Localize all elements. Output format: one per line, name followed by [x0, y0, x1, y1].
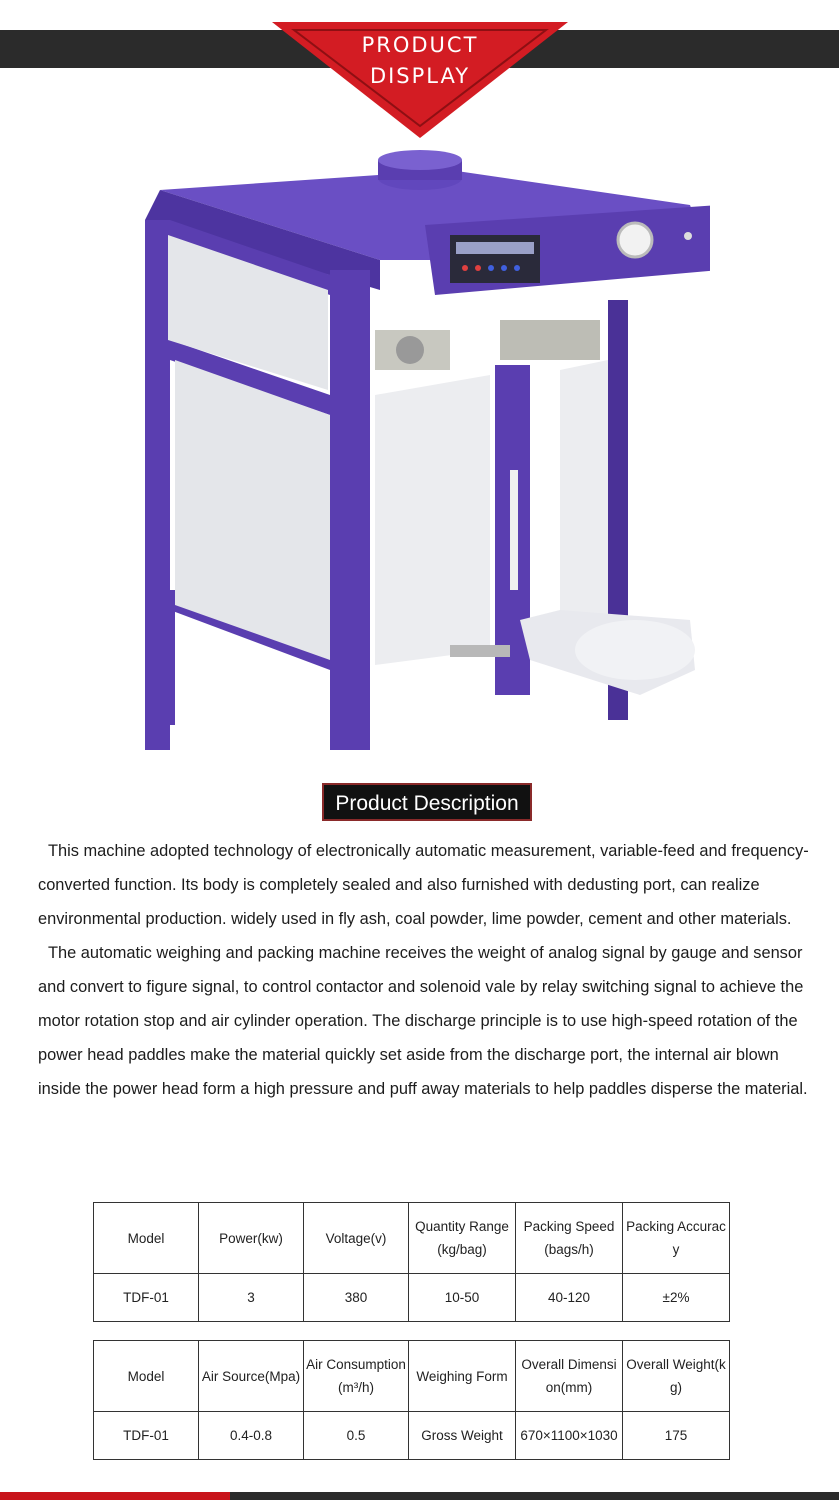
product-description-body	[38, 834, 810, 1106]
value-cell: 40-120	[516, 1274, 623, 1322]
value-cell: 670×1100×1030	[516, 1412, 623, 1460]
spec-table-1	[93, 1202, 730, 1322]
value-cell: 0.4-0.8	[199, 1412, 304, 1460]
value-cell: ±2%	[623, 1274, 730, 1322]
header-cell: Packing Accuracy	[623, 1203, 730, 1274]
header-cell: Model	[94, 1203, 199, 1274]
table-row	[94, 1274, 730, 1322]
value-cell: Gross Weight	[409, 1412, 516, 1460]
packing-machine-image	[130, 150, 710, 760]
banner-line-1: PRODUCT	[361, 33, 479, 57]
header-cell: Air Consumption (m³/h)	[304, 1341, 409, 1412]
header-cell: Overall Weight(kg)	[623, 1341, 730, 1412]
table-header-row	[94, 1341, 730, 1412]
header-cell: Packing Speed(bags/h)	[516, 1203, 623, 1274]
value-cell: 0.5	[304, 1412, 409, 1460]
description-paragraph-2: The automatic weighing and packing machine receives the weight of analog signal by gauge and sensor and convert to figure signal, to control contactor and solenoid vale by relay switching signal to achieve the motor rotation stop and air cylinder operation. The discharge principle is to use high-speed rotation of the power head paddles make the material quickly set aside from the discharge port, the internal air blown inside the power head form a high pressure and puff away materials to help paddles disperse the material.	[38, 944, 808, 1098]
spec-table-2	[93, 1340, 730, 1460]
product-description-title: Product Description	[322, 783, 532, 821]
table-header-row	[94, 1203, 730, 1274]
value-cell: 380	[304, 1274, 409, 1322]
header-cell: Weighing Form	[409, 1341, 516, 1412]
description-paragraph-1: This machine adopted technology of electronically automatic measurement, variable-feed and frequency-converted function. Its body is completely sealed and also furnished with dedusting port, can realize environmental production. widely used in fly ash, coal powder, lime powder, cement and other materials.	[38, 842, 809, 928]
table-row	[94, 1412, 730, 1460]
header-cell: Power(kw)	[199, 1203, 304, 1274]
banner-line-2: DISPLAY	[369, 64, 471, 88]
banner-title	[300, 30, 540, 92]
header-cell: Quantity Range(kg/bag)	[409, 1203, 516, 1274]
value-cell: TDF-01	[94, 1412, 199, 1460]
header-cell: Model	[94, 1341, 199, 1412]
header-cell: Air Source(Mpa)	[199, 1341, 304, 1412]
value-cell: 3	[199, 1274, 304, 1322]
value-cell: 10-50	[409, 1274, 516, 1322]
footer-accent	[0, 1492, 230, 1500]
value-cell: 175	[623, 1412, 730, 1460]
value-cell: TDF-01	[94, 1274, 199, 1322]
header-cell: Voltage(v)	[304, 1203, 409, 1274]
header-cell: Overall Dimension(mm)	[516, 1341, 623, 1412]
